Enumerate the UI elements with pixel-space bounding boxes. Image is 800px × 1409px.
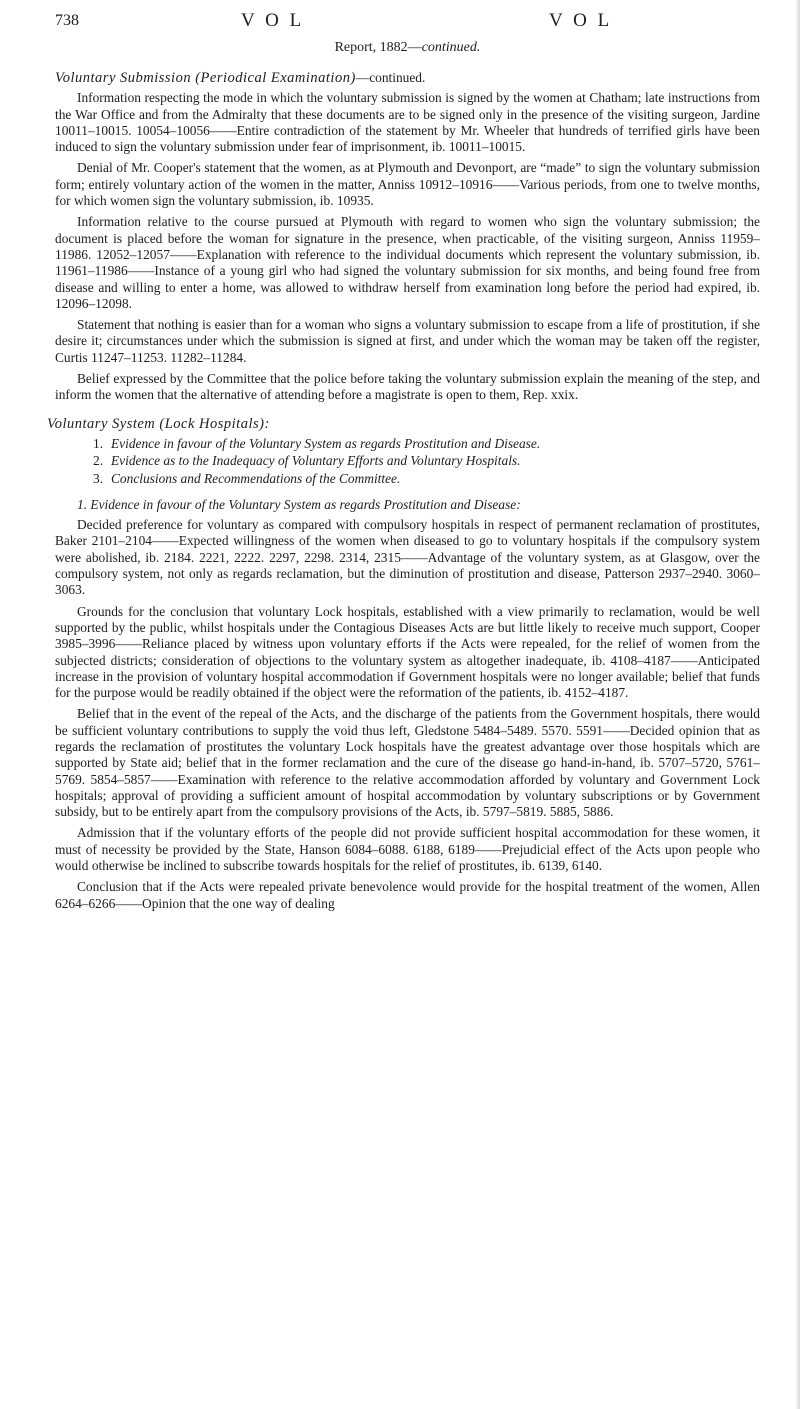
contents-item-title: Conclusions and Recommendations of the Committee. [111, 470, 401, 486]
section-a-paragraph: Denial of Mr. Cooper's statement that the women, as at Plymouth and Devonport, are “made” to sign the voluntary submission form; entirely voluntary action of the women in the matter, Anniss 10912–10916——Various periods, from one to twelve months, for which women sign the voluntary submission, ib. 10935. [55, 160, 760, 209]
page-header [55, 0, 760, 40]
running-head-suffix: continued. [421, 40, 481, 55]
section-b-paragraph: Belief that in the event of the repeal of the Acts, and the discharge of the patients from the Government hospitals, there would be sufficient voluntary contributions to supply the void thus left, Gledstone 5484–5489. 5570. 5591——Decided opinion that as regards the reclamation of prostitutes the voluntary Lock hospitals have the greatest advantage over those hospitals which are supported by State aid; belief that in the former reclamation and the cure of the disease go hand-in-hand, ib. 5707–5720, 5761–5769. 5854–5857——Examination with reference to the relative accommodation afforded by voluntary and Government Lock hospitals; approval of providing a sufficient amount of hospital accommodation by voluntary subscriptions or by Government subsidy, but to be entirely apart from the compulsory provisions of the Acts, ib. 5797–5819. 5885, 5886. [55, 706, 760, 820]
running-head-prefix: Report, 1882— [334, 40, 422, 55]
section-b-paragraph: Conclusion that if the Acts were repealed private benevolence would provide for the hospital treatment of the women, Allen 6264–6266——Opinion that the one way of dealing [55, 879, 760, 911]
section-a-paragraph: Belief expressed by the Committee that the police before taking the voluntary submission explain the meaning of the step, and inform the women that the alternative of attending before a magistrate is open to them, Rep. xxix. [55, 371, 760, 403]
section-b-paragraph: Decided preference for voluntary as compared with compulsory hospitals in respect of permanent reclamation of prostitutes, Baker 2101–2104——Expected willingness of the women when diseased to go to voluntary hospitals if the compulsory system were abolished, ib. 2184. 2221, 2222. 2297, 2298. 2314, 2315——Advantage of the voluntary system, as at Glasgow, over the compulsory system, not only as regards reclamation, but the diminution of prostitution and disease, Patterson 2937–2940. 3060–3063. [55, 517, 760, 598]
section-a-heading-rest: —continued. [355, 70, 426, 85]
contents-item [93, 436, 760, 452]
contents-item-number: 3. [93, 470, 104, 486]
page-number: 738 [55, 12, 79, 29]
section-a-paragraph: Information respecting the mode in which the voluntary submission is signed by the women at Chatham; late instructions from the War Office and from the Admiralty that these documents are to be signed only in the presence of the visiting surgeon, Jardine 10011–10015. 10054–10056——Entire contradiction of the statement by Mr. Wheeler that hundreds of terrified girls have been induced to sign the voluntary submission under fear of imprisonment, ib. 10011–10015. [55, 90, 760, 155]
section-a-heading [55, 70, 760, 86]
section-b-subheading: 1. Evidence in favour of the Voluntary System as regards Prostitution and Disease: [77, 496, 521, 512]
section-b-paragraph: Grounds for the conclusion that voluntary Lock hospitals, established with a view primarily to reclamation, would be well supported by the public, whilst hospitals under the Contagious Diseases Acts are but little likely to receive much support, Cooper 3985–3996——Reliance placed by witness upon voluntary efforts if the Acts were repealed, for the relief of women from the subjected districts; consideration of objections to the voluntary system as altogether inadequate, ib. 4108–4187——Anticipated increase in the provision of voluntary hospital accommodation if Government hospitals were no longer available; belief that funds for the purpose would be readily obtained if the object were the reformation of the patients, ib. 4152–4187. [55, 603, 760, 701]
contents-item-title: Evidence as to the Inadequacy of Voluntary Efforts and Voluntary Hospitals. [111, 453, 521, 469]
section-a-heading-caps: Voluntary Submission (Periodical Examination) [55, 70, 356, 86]
section-a-paragraph: Statement that nothing is easier than for a woman who signs a voluntary submission to escape from a life of prostitution, if she desire it; circumstances under which the submission is signed at first, and under which the woman may be taken off the register, Curtis 11247–11253. 11282–11284. [55, 317, 760, 365]
contents-item [93, 471, 760, 487]
section-a-paragraph: Information relative to the course pursued at Plymouth with regard to women who sign the voluntary submission; the document is placed before the woman for signature in the presence, when practicable, of the visiting surgeon, Anniss 11959–11986. 12052–12057——Explanation with reference to the individual documents which represent the voluntary submission, ib. 11961–11986——Instance of a young girl who had signed the voluntary submission for six months, and being found free from disease and willing to enter a home, was allowed to withdraw herself from examination long before the period had expired, ib. 12096–12098. [55, 214, 760, 311]
section-b-heading-caps: Voluntary System (Lock Hospitals): [47, 415, 270, 432]
header-left-word: V O L [241, 10, 305, 31]
contents-item [93, 453, 760, 469]
section-b-paragraph: Admission that if the voluntary efforts of the people did not provide sufficient hospital accommodation for these women, it must of necessity be provided by the State, Hanson 6084–6088. 6188, 6189——Prejudicial effect of the Acts upon people who would otherwise be inclined to subscribe towards hospitals for the relief of prostitutes, ib. 6139, 6140. [55, 825, 760, 874]
contents-item-number: 1. [93, 435, 104, 451]
page-edge-shadow [795, 0, 800, 1409]
running-head [55, 40, 760, 56]
contents-item-number: 2. [93, 453, 104, 469]
contents-item-title: Evidence in favour of the Voluntary System as regards Prostitution and Disease. [111, 435, 541, 451]
section-b-contents [55, 436, 760, 487]
section-b-heading [47, 416, 760, 432]
header-right-word: V O L [549, 10, 613, 31]
